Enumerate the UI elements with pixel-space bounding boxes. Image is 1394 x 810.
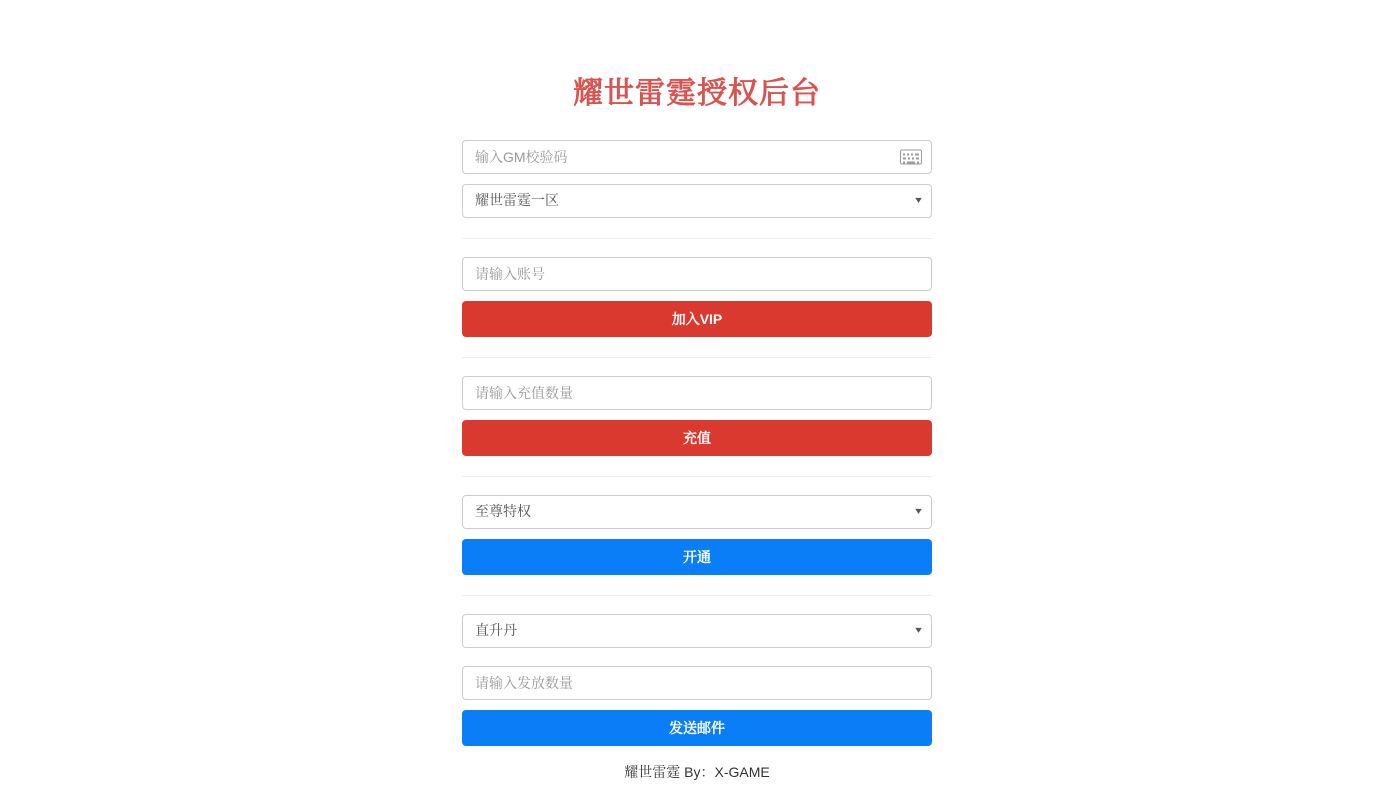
account-input[interactable] — [462, 257, 932, 291]
divider-3 — [462, 476, 932, 477]
mail-item-select[interactable] — [462, 614, 932, 648]
mail-item-select-wrap — [462, 614, 932, 648]
server-select-wrap — [462, 184, 932, 218]
account-field-wrap — [462, 257, 932, 291]
server-select-value: 耀世雷霆一区 — [475, 192, 559, 208]
divider-1 — [462, 238, 932, 239]
server-select[interactable] — [462, 184, 932, 218]
open-privilege-button[interactable]: 开通 — [462, 539, 932, 575]
gm-code-input[interactable] — [462, 140, 932, 174]
divider-2 — [462, 357, 932, 358]
divider-4 — [462, 595, 932, 596]
mail-count-input[interactable] — [462, 666, 932, 700]
privilege-select-value: 至尊特权 — [475, 503, 531, 519]
footer-text: 耀世雷霆 By：X-GAME — [624, 764, 770, 780]
spacer — [462, 658, 932, 666]
chevron-down-icon: ▾ — [915, 506, 922, 517]
send-mail-button[interactable]: 发送邮件 — [462, 710, 932, 746]
page-title: 耀世雷霆授权后台 — [573, 77, 821, 110]
form-container — [462, 0, 932, 782]
mail-item-select-value: 直升丹 — [475, 622, 517, 638]
privilege-select[interactable] — [462, 495, 932, 529]
chevron-down-icon: ▾ — [915, 625, 922, 636]
gm-code-field-wrap — [462, 140, 932, 174]
recharge-button[interactable]: 充值 — [462, 420, 932, 456]
join-vip-button[interactable]: 加入VIP — [462, 301, 932, 337]
chevron-down-icon: ▾ — [915, 195, 922, 206]
privilege-select-wrap — [462, 495, 932, 529]
keyboard-icon[interactable] — [900, 150, 922, 165]
recharge-amount-field-wrap — [462, 376, 932, 410]
mail-count-field-wrap — [462, 666, 932, 700]
recharge-amount-input[interactable] — [462, 376, 932, 410]
